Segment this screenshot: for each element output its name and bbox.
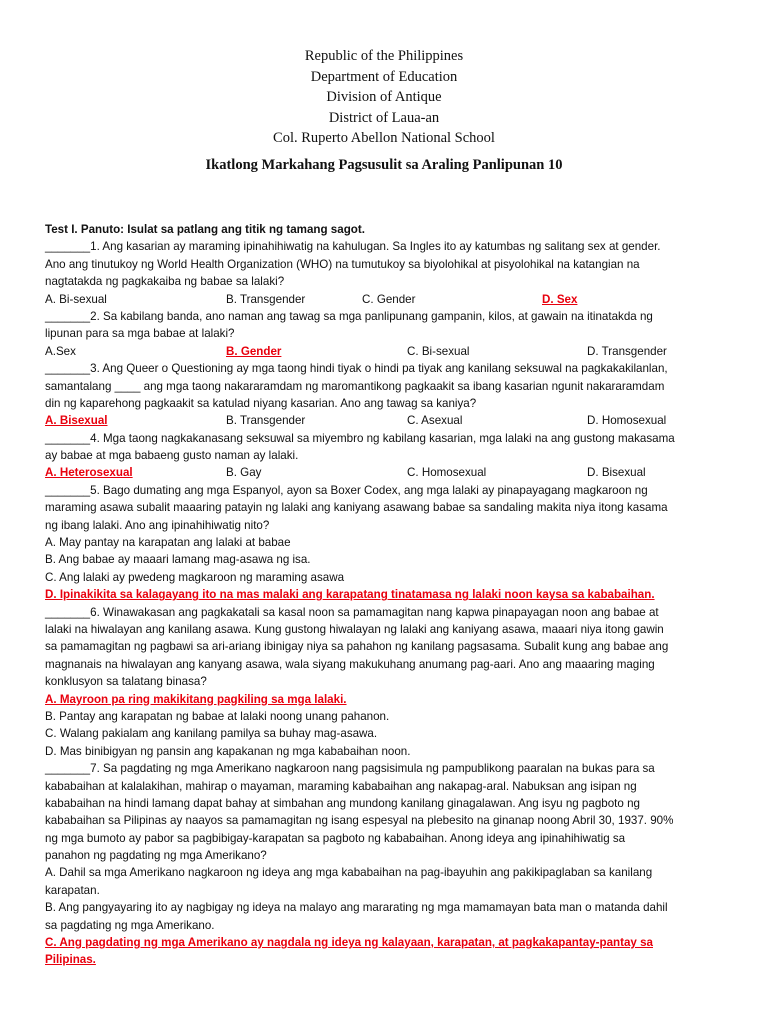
- question-text-line: _______6. Winawakasan ang pagkakatali sa kasal noon sa pamamagitan nang kapwa pinapayagan noon ang babae at: [45, 605, 659, 619]
- question-text-line: Ano ang tinutukoy ng World Health Organization (WHO) na tumutukoy sa biyolohikal at pisyolohikal na katangian na: [45, 257, 640, 271]
- question-text-line: kababaihan na hindi lamang dapat bahay at simbahan ang mundong kanilang ginagalawan. Ang isyu ng pagboto ng: [45, 796, 640, 810]
- question-5: [45, 482, 735, 604]
- options-row: [45, 343, 735, 360]
- option-a-continued: karapatan.: [45, 883, 100, 897]
- question-text-line: lalaki na hiwalayan ang kanilang asawa. Kung gustong hiwalayan ng lalaki ang kaniyang asawa, maaari niya itong gawin: [45, 622, 664, 636]
- question-text-line: kababaihan sa Pilipinas ay naayos sa pamamagitan ng isang espesyal na plebesito na ginanap noong Abril 30, 1937. 90%: [45, 814, 674, 828]
- question-6: [45, 604, 735, 761]
- question-text-line: din ng kaparehong pagkaakit sa katulad niyang kasarian. Ano ang tawag sa kaniya?: [45, 396, 477, 410]
- question-text-line: ng ibang lalaki. Ano ang ipinahihiwatig nito?: [45, 518, 270, 532]
- question-text-line: magnanais na hiwalayan ang kanyang asawa, wala siyang makukuhang anumang pag-aari. Ano ang maaaring maging: [45, 657, 655, 671]
- option-b: B. Pantay ang karapatan ng babae at lalaki noong unang pahanon.: [45, 709, 390, 723]
- option-c: C. Ang lalaki ay pwedeng magkaroon ng maraming asawa: [45, 570, 345, 584]
- header-department: Department of Education: [310, 68, 458, 85]
- option-d-answer: D. Ipinakikita sa kalagayang ito na mas malaki ang karapatang tinatamasa ng lalaki noon kaysa sa kababaihan.: [45, 588, 655, 602]
- options-row: [45, 291, 735, 308]
- option-c-answer: C. Ang pagdating ng mga Amerikano ay nagdala ng ideya ng kalayaan, karapatan, at pagkakapantay-pantay sa: [45, 936, 653, 950]
- question-text-line: _______7. Sa pagdating ng mga Amerikano nagkaroon nang pagsisimula ng pampublikong paaralan na bukas para sa: [45, 762, 655, 776]
- question-text-line: kababaihan at kalalakihan, mahirap o mayaman, maraming kababaihan ang nakapag-aral. Nabuksan ang isipan ng: [45, 779, 637, 793]
- question-text-line: maraming asawa subalit maaaring patayin ng lalaki ang kaniyang asawang babae sa sandaling makita niya itong kasama: [45, 501, 668, 515]
- question-1: [45, 238, 735, 308]
- school-header: [0, 46, 768, 149]
- option-c: C. Gender: [362, 292, 416, 306]
- option-c-answer-continued: Pilipinas.: [45, 953, 96, 967]
- question-text-line: sa pamamagitan ng pagbawi sa ari-ariang ibinigay niya sa pahahon ng kanilang pagsasama. Subalit kung ang babae ang: [45, 640, 669, 654]
- option-b: B. Gay: [226, 466, 262, 480]
- option-c: C. Asexual: [407, 414, 463, 428]
- option-c: C. Bi-sexual: [407, 344, 470, 358]
- question-text-line: lipunan para sa mga babae at lalaki?: [45, 327, 235, 341]
- test-instructions: Test I. Panuto: Isulat sa patlang ang titik ng tamang sagot.: [45, 223, 365, 236]
- question-text-line: ay babae at mga babaeng gusto naman ay lalaki.: [45, 449, 299, 463]
- header-district: District of Laua-an: [328, 109, 440, 126]
- option-b: B. Ang babae ay maaari lamang mag-asawa ng isa.: [45, 553, 311, 567]
- question-text-line: samantalang ____ ang mga taong nakararamdam ng maromantikong pagkaakit sa ibang kasarian ngunit nakararamdam: [45, 379, 665, 393]
- question-text-line: _______1. Ang kasarian ay maraming ipinahihiwatig na kahulugan. Sa Ingles ito ay katumbas ng salitang sex at gender.: [45, 240, 661, 254]
- question-text-line: nagtatakda ng pagkakaiba ng babae sa lalaki?: [45, 275, 285, 289]
- question-4: [45, 430, 735, 482]
- header-division: Division of Antique: [326, 89, 442, 105]
- question-3: [45, 360, 735, 430]
- question-text-line: konklusyon sa talatang binasa?: [45, 675, 207, 689]
- question-7: [45, 760, 735, 969]
- option-c: C. Homosexual: [407, 466, 487, 480]
- exam-title: Ikatlong Markahang Pagsusulit sa Araling Panlipunan 10: [205, 157, 563, 173]
- option-d: D. Transgender: [587, 344, 667, 358]
- option-b: B. Transgender: [226, 292, 306, 306]
- option-a-answer: A. Heterosexual: [45, 466, 133, 480]
- option-a: A. May pantay na karapatan ang lalaki at babae: [45, 536, 291, 550]
- question-text-line: _______2. Sa kabilang banda, ano naman ang tawag sa mga panlipunang gampanin, kilos, at gawain na itinatakda ng: [45, 309, 653, 323]
- option-b-continued: sa pagdating ng mga Amerikano.: [45, 918, 215, 932]
- exam-body: [45, 221, 735, 969]
- option-b: B. Transgender: [226, 414, 306, 428]
- option-c: C. Walang pakialam ang kanilang pamilya sa buhay mag-asawa.: [45, 727, 378, 741]
- option-d-answer: D. Sex: [542, 292, 578, 306]
- header-school: Col. Ruperto Abellon National School: [273, 130, 495, 146]
- option-a: A. Bi-sexual: [45, 292, 107, 306]
- option-a-answer: A. Mayroon pa ring makikitang pagkiling sa mga lalaki.: [45, 692, 347, 706]
- option-d: D. Homosexual: [587, 414, 667, 428]
- question-text-line: ng mga bumoto ay pabor sa pagbibigay-karapatan sa pagboto ng kababaihan. Anong ideya ang ipinahihiwatig sa: [45, 831, 626, 845]
- header-republic: Republic of the Philippines: [304, 48, 464, 64]
- question-text-line: _______3. Ang Queer o Questioning ay mga taong hindi tiyak o hindi pa tiyak ang kanilang seksuwal na pagkakakilanlan,: [45, 362, 668, 376]
- option-d: D. Mas binibigyan ng pansin ang kapakanan ng mga kababaihan noon.: [45, 744, 411, 758]
- question-text-line: _______5. Bago dumating ang mga Espanyol, ayon sa Boxer Codex, ang mga lalaki ay pinapayagang magkaroon ng: [45, 483, 648, 497]
- question-text-line: panahon ng pagdating ng mga Amerikano?: [45, 849, 267, 863]
- option-a-answer: A. Bisexual: [45, 414, 108, 428]
- options-row: [45, 412, 735, 429]
- question-2: [45, 308, 735, 360]
- options-row: [45, 464, 735, 481]
- option-a: A.Sex: [45, 344, 76, 358]
- option-b-answer: B. Gender: [226, 344, 282, 358]
- option-d: D. Bisexual: [587, 466, 646, 480]
- option-b: B. Ang pangyayaring ito ay nagbigay ng ideya na malayo ang mararating ng mga mamamayan bata man o matanda dahil: [45, 901, 668, 915]
- question-text-line: _______4. Mga taong nagkakanasang seksuwal sa miyembro ng kabilang kasarian, mga lalaki na ang gustong makasama: [45, 431, 675, 445]
- option-a: A. Dahil sa mga Amerikano nagkaroon ng ideya ang mga kababaihan na pag-ibayuhin ang pakikipaglaban sa kanilang: [45, 866, 653, 880]
